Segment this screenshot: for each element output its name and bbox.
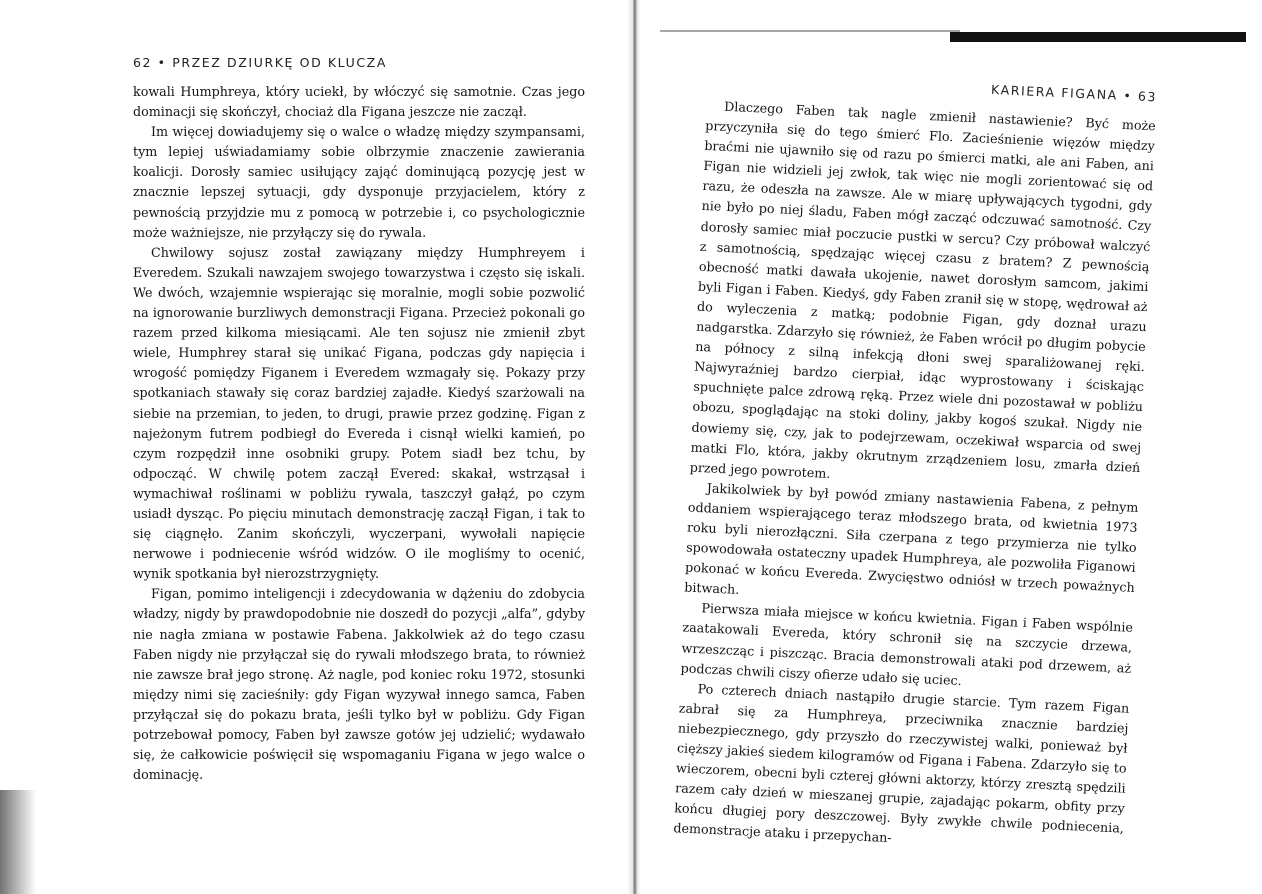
paragraph: Jakikolwiek by był powód zmiany nastawienia Fabena, z pełnym oddaniem wspierającego teraz młodszego brata, od kwietnia 1973 roku byli nierozłączni. Siła czerpana z tego przymierza nie tylko spowodowała ostateczny upadek Humphreya, ale pozwoliła Figanowi pokonać w końcu Evereda. Zwycięstwo odniósł w trzech poważnych bitwach. (683, 480, 1139, 598)
paragraph: Po czterech dniach nastąpiło drugie starcie. Tym razem Figan zabrał się za Humphreya, przeciwnika znacznie bardziej niebezpiecznego, gdy przyszło do rzeczywistej walki, ponieważ był cięższy jakieś siedem kilogramów od Figana i Fabena. Zdarzyło się to wieczorem, obecni byli czterej główni aktorzy, którzy zresztą spędzili razem cały dzień w mieszanej grupie, zajadając pokarm, obfity przy końcu długiej pory deszczowej. Były zwykłe chwile podniecenia, demonstracje ataku i przepychan- (673, 680, 1130, 846)
paragraph: Pierwsza miała miejsce w końcu kwietnia. Figan i Faben wspólnie zaatakowali Evereda, który schronił się na szczycie drzewa, wrzeszcząc i piszcząc. Bracia demonstrowali ataki pod drzewem, aż podczas chwili ciszy ofierze udało się uciec. (680, 600, 1134, 688)
left-page (133, 52, 585, 785)
right-page (673, 66, 1158, 859)
scan-top-bar (950, 32, 1246, 42)
paragraph: Im więcej dowiadujemy się o walce o władzę między szympansami, tym lepiej uświadamiamy sobie olbrzymie znaczenie zawierania koalicji. Dorosły samiec usiłujący zająć dominującą pozycję jest w znacznie lepszej sytuacji, gdy dysponuje przyjacielem, który z pewnością przyjdzie mu z pomocą w potrzebie i, co psychologicznie może ważniejsze, nie przyłączy się do rywala. (133, 124, 585, 240)
paragraph: kowali Humphreya, który uciekł, by włóczyć się samotnie. Czas jego dominacji się skończył, chociaż dla Figana jeszcze nie zaczął. (133, 84, 585, 120)
left-page-body (133, 82, 585, 785)
right-running-head: KARIERA FIGANA • 63 (990, 81, 1158, 105)
scan-top-line (660, 30, 960, 32)
right-page-body (673, 96, 1156, 859)
paragraph: Chwilowy sojusz został zawiązany między Humphreyem i Everedem. Szukali nawzajem swojego towarzystwa i często się iskali. We dwóch, wzajemnie wspierając się moralnie, mogli sobie pozwolić na ignorowanie burzliwych demonstracji Figana. Przecież pokonali go razem przed kilkoma miesiącami. Ale ten sojusz nie zmienił zbyt wiele, Humphrey starał się unikać Figana, podczas gdy napięcia i wrogość pomiędzy Figanem i Everedem wzmagały się. Pokazy przy spotkaniach stawały się coraz bardziej zajadłe. Kiedyś szarżowali na siebie na przemian, to jeden, to drugi, prawie przez godzinę. Figan z najeżonym futrem podbiegł do Evereda i cisnął wielki kamień, po czym rozpędził inne osobniki grupy. Potem siadł bez tchu, by odpocząć. W chwilę potem zaczął Evered: skakał, wstrząsał i wymachiwał roślinami w pobliżu rywala, taszczył gałąź, po czym usiadł dysząc. Po pięciu minutach demonstrację zaczął Figan, i tak to się ciągnęło. Zanim skończyli, wyczerpani, wywołali napięcie nerwowe i podniecenie wśród widzów. O ile mogliśmy to ocenić, wynik spotkania był nierozstrzygnięty. (133, 244, 585, 582)
left-running-head: 62 • PRZEZ DZIURKĘ OD KLUCZA (133, 55, 387, 70)
paragraph: Dlaczego Faben tak nagle zmienił nastawienie? Być może przyczyniła się do tego śmierć Flo. Zacieśnienie więzów między braćmi nie ujawniło się od razu po śmierci matki, ale ani Faben, ani Figan nie widzieli jej zwłok, tak więc nie mogli zorientować się od razu, że odeszła na zawsze. Ale w miarę upływających tygodni, gdy nie było po niej śladu, Faben mógł zacząć odczuwać samotność. Czy dorosły samiec miał poczucie pustki w sercu? Czy próbował walczyć z samotnością, spędzając więcej czasu z bratem? Z pewnością obecność matki dawała ukojenie, nawet dorosłym samcom, jakimi byli Figan i Faben. Kiedyś, gdy Faben zranił się w stopę, wędrował aż do wyleczenia z matką; podobnie Figan, gdy doznał urazu nadgarstka. Zdarzyło się również, że Faben wrócił po długim pobycie na północy z silną infekcją dłoni swej sparaliżowanej ręki. Najwyraźniej bardzo cierpiał, idąc wyprostowany i ściskając spuchnięte palce zdrową ręką. Przez wiele dni pozostawał w pobliżu obozu, spoglądając na stoki doliny, jakby kogoś szukał. Nigdy nie dowiemy się, czy, jak to podejrzewam, oczekiwał wsparcia od swej matki Flo, która, jakby okrutnym zrządzeniem losu, zmarła dzień przed jego powrotem. (689, 98, 1157, 481)
paragraph: Figan, pomimo inteligencji i zdecydowania w dążeniu do zdobycia władzy, nigdy by prawdopodobnie nie doszedł do pozycji „alfa”, gdyby nie nagła zmiana w postawie Fabena. Jakkolwiek aż do tego czasu Faben nigdy nie przyłączał się do rywali młodszego brata, to również nie zawsze brał jego stronę. Aż nagle, pod koniec roku 1972, stosunki między nimi się zacieśniły: gdy Figan wyzywał innego samca, Faben przyłączał się do pokazu brata, jeśli tylko był w pobliżu. Gdy Figan potrzebował pomocy, Faben był zawsze gotów jej udzielić; wydawało się, że całkowicie poświęcił się wspomaganiu Figana w jego walce o dominację. (133, 586, 585, 783)
book-gutter (627, 0, 641, 894)
scan-edge-shadow (0, 790, 36, 894)
